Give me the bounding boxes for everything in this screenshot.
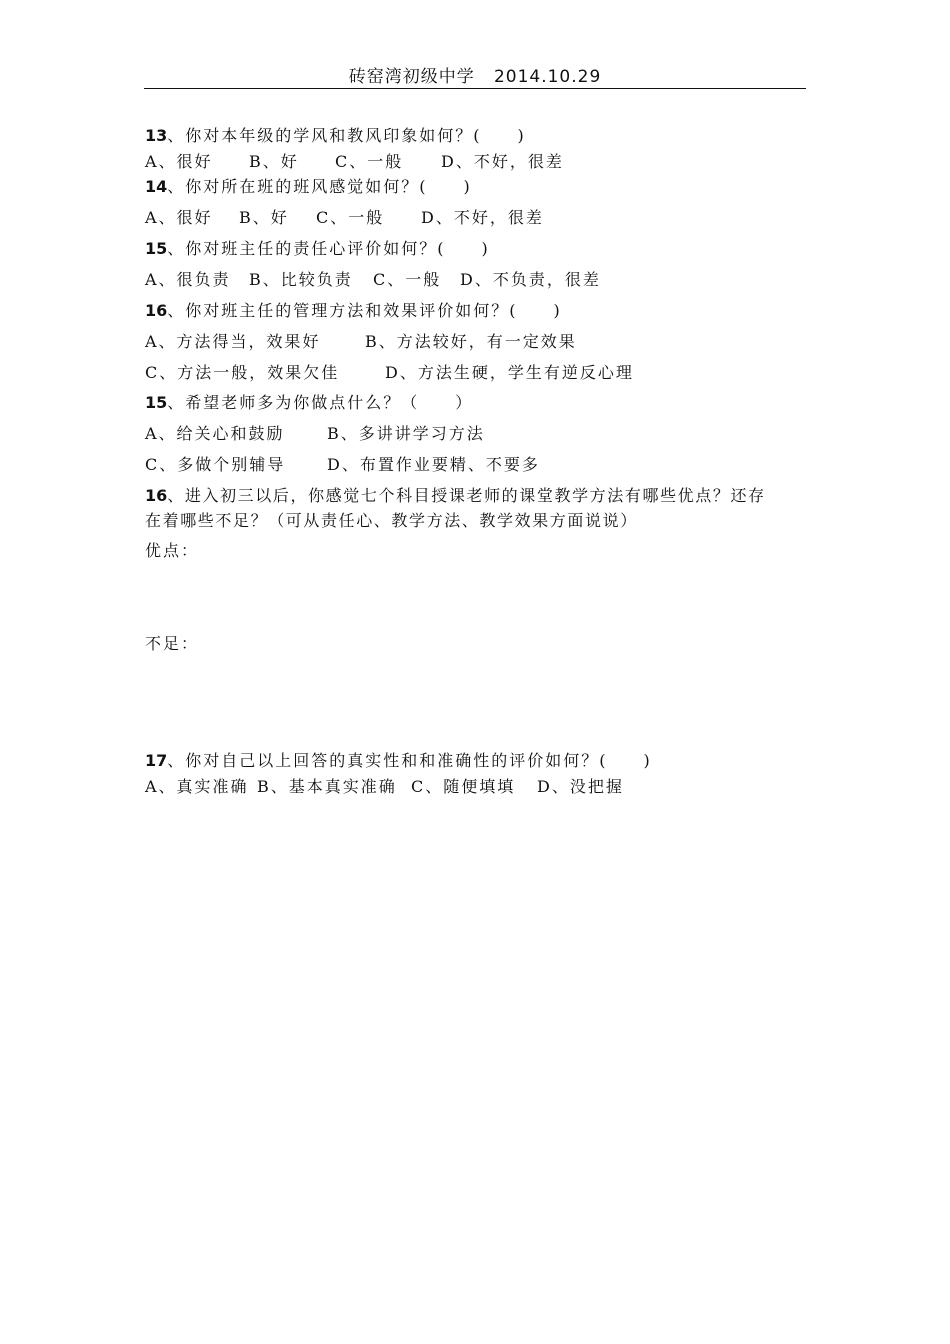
question-16-open-line2 [145,511,638,531]
school-name: 砖窑湾初级中学 [348,67,475,87]
question-16 [145,301,562,321]
question-15-teacher [145,393,473,413]
option-b: B、好 [249,152,299,171]
option-a: A、真实准确 [145,777,249,796]
option-b: B、多讲讲学习方法 [327,424,485,443]
question-16-options-row2 [145,363,634,383]
option-d: D、没把握 [537,777,624,796]
option-a: A、给关心和鼓励 [145,424,285,443]
question-13 [145,126,526,146]
question-text-line1: 、进入初三以后，你感觉七个科目授课老师的课堂教学方法有哪些优点？还存 [167,486,766,505]
question-text: 、希望老师多为你做点什么？（ ） [167,393,474,412]
question-17-options [145,777,624,797]
question-13-options [145,152,564,172]
question-text: 、你对自己以上回答的真实性和和准确性的评价如何？( ) [167,751,652,770]
option-a: A、很好 [145,208,213,227]
question-number: 16 [145,301,168,320]
question-17 [145,751,652,771]
question-16-options-row1 [145,332,577,352]
question-number: 13 [145,126,168,145]
option-d: D、不好，很差 [421,208,544,227]
weaknesses-label: 不足： [145,634,200,653]
option-c: C、一般 [373,270,442,289]
option-d: D、方法生硬，学生有逆反心理 [385,363,634,382]
question-text: 、你对班主任的管理方法和效果评价如何？( ) [167,301,562,320]
question-16-open [145,486,766,506]
option-a: A、方法得当，效果好 [145,332,321,351]
option-c: C、一般 [335,152,404,171]
question-text: 、你对班主任的责任心评价如何？( ) [167,239,490,258]
option-b: B、好 [239,208,289,227]
option-c: C、一般 [316,208,385,227]
question-14-options [145,208,544,228]
option-c: C、方法一般，效果欠佳 [145,363,340,382]
header-rule [144,88,806,89]
strengths-label: 优点： [145,541,200,560]
option-d: D、布置作业要精、不要多 [327,455,540,474]
question-text-line2: 在着哪些不足？（可从责任心、教学方法、教学效果方面说说） [145,511,638,530]
question-text: 、你对所在班的班风感觉如何？( ) [167,177,472,196]
option-a: A、很负责 [145,270,231,289]
option-c: C、多做个别辅导 [145,455,286,474]
option-d: D、不好，很差 [441,152,564,171]
option-b: B、比较负责 [249,270,353,289]
question-text: 、你对本年级的学风和教风印象如何？( ) [167,126,526,145]
option-b: B、基本真实准确 [257,777,397,796]
header-date: 2014.10.29 [493,67,602,87]
option-d: D、不负责，很差 [460,270,601,289]
question-14 [145,177,472,197]
page-header [144,66,806,88]
option-b: B、方法较好，有一定效果 [365,332,577,351]
question-number: 17 [145,751,168,770]
option-c: C、随便填填 [411,777,516,796]
question-15-options [145,270,601,290]
question-number: 15 [145,393,168,412]
question-number: 15 [145,239,168,258]
question-15 [145,239,490,259]
question-number: 16 [145,486,168,505]
question-15-teacher-options-row2 [145,455,540,475]
option-a: A、很好 [145,152,213,171]
question-15-teacher-options-row1 [145,424,485,444]
question-number: 14 [145,177,168,196]
